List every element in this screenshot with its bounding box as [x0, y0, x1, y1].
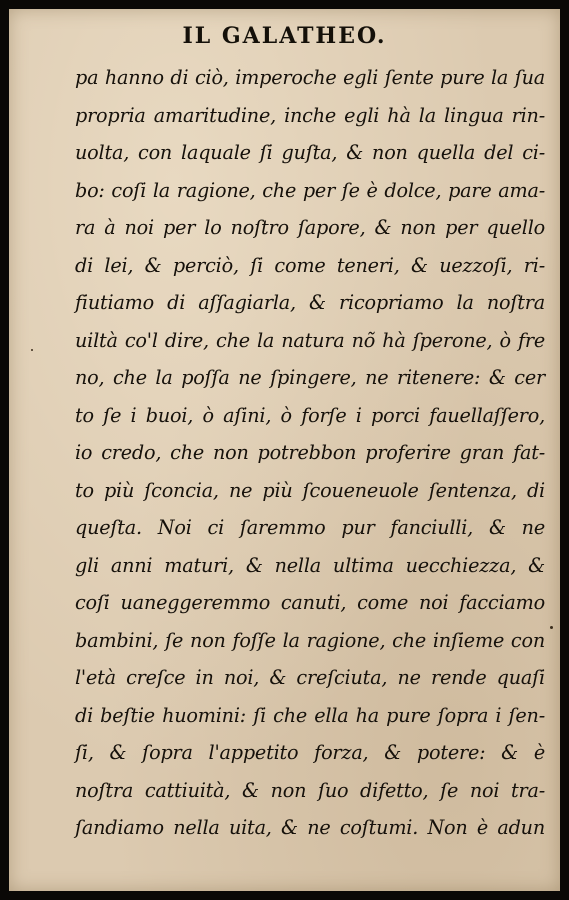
text-line: bo: coſi la ragione, che per ſe è dolce, pare ama- [75, 178, 545, 202]
running-head: IL GALATHEO. [182, 23, 387, 49]
text-line: di beſtie huomini: ſi che ella ha pure ſopra i ſen- [75, 703, 545, 727]
text-line: to più ſconcia, ne più ſcoueneuole ſentenza, di [75, 478, 545, 502]
text-line: uiltà co'l dire, che la natura nõ hà ſperone, ò fre [75, 328, 545, 352]
text-line: io credo, che non potrebbon proferire gran fat- [75, 441, 545, 464]
text-line: pa hanno di ciò, imperoche egli ſente pure la ſua [75, 66, 545, 89]
text-line: ra à noi per lo noſtro ſapore, & non per quello [75, 216, 545, 239]
text-line: coſi uaneggeremmo canuti, come noi facciamo [75, 591, 545, 614]
text-line: queſta. Noi ci ſaremmo pur fanciulli, & ne [75, 516, 545, 539]
paper-speck [550, 626, 553, 629]
text-line: ſandiamo nella uita, & ne coſtumi. Non è adun [75, 816, 545, 839]
text-line: uolta, con laquale ſi guſta, & non quella del ci- [75, 141, 545, 164]
paper-speck [31, 349, 33, 351]
text-line: ſi, & ſopra l'appetito forza, & potere: & è [75, 741, 545, 764]
text-line: noſtra cattiuità, & non ſuo difetto, ſe noi tra- [75, 778, 545, 802]
text-line: di lei, & perciò, ſi come teneri, & uezzoſi, ri- [75, 253, 545, 277]
text-line: gli anni maturi, & nella ultima uecchiezza, & [75, 553, 545, 577]
body-text [75, 59, 545, 847]
text-line: l'età creſce in noi, & creſciuta, ne rende quaſi [75, 666, 545, 689]
text-line: fiutiamo di aſſagiarla, & ricopriamo la noſtra [75, 291, 545, 314]
text-line: to ſe i buoi, ò aſini, ò forſe i porci fauellaſſero, [75, 403, 545, 427]
book-page [9, 9, 560, 891]
text-line: propria amaritudine, inche egli hà la lingua rin- [75, 103, 545, 127]
text-line: no, che la poſſa ne ſpingere, ne ritenere: & cer [75, 366, 545, 389]
text-line: bambini, ſe non foſſe la ragione, che inſieme con [75, 628, 545, 652]
